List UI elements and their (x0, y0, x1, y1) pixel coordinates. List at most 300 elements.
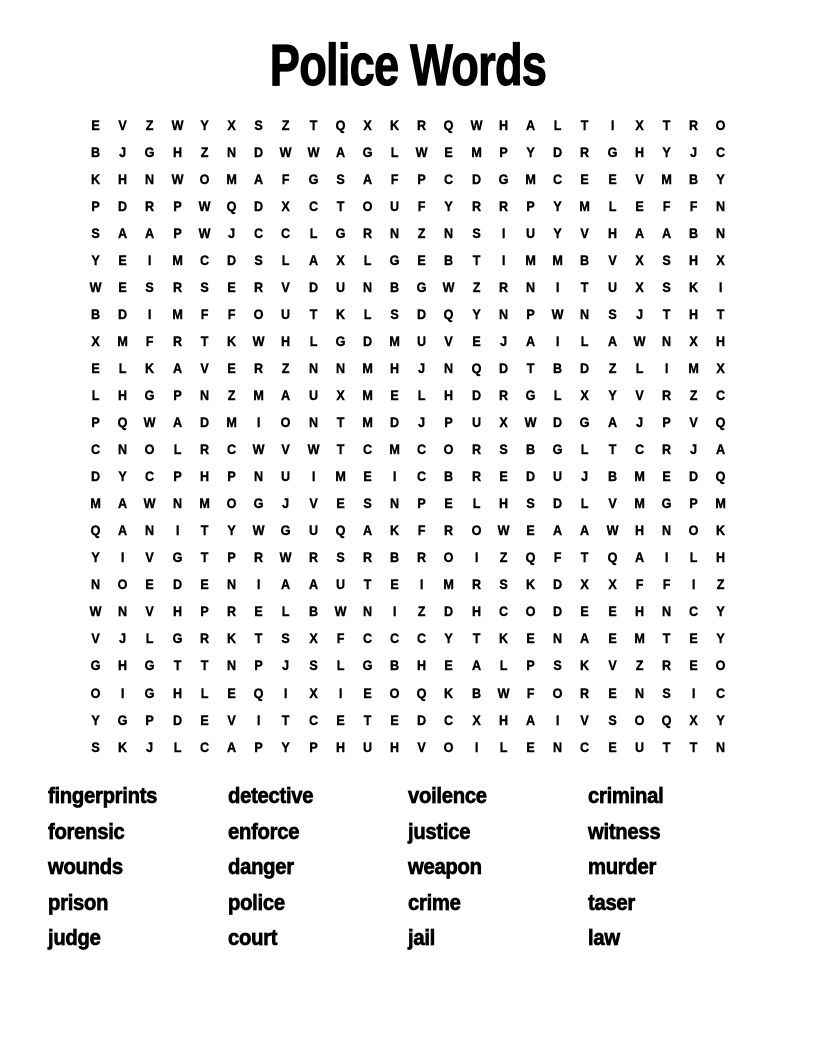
grid-letter: P (227, 468, 236, 485)
grid-letter: T (363, 711, 372, 728)
grid-letter: H (716, 549, 726, 566)
word-list-item: forensic (48, 818, 125, 844)
grid-letter: R (308, 549, 318, 566)
grid-letter: N (308, 414, 318, 431)
grid-letter: L (282, 251, 290, 268)
grid-letter: T (200, 332, 209, 349)
grid-letter: E (390, 576, 399, 593)
word-list (48, 778, 768, 956)
grid-letter: Z (689, 386, 698, 403)
grid-letter: A (281, 386, 291, 403)
grid-letter: E (526, 630, 535, 647)
grid-letter: B (390, 278, 400, 295)
grid-letter: A (226, 738, 237, 755)
grid-letter: H (172, 684, 182, 701)
grid-letter: E (200, 576, 209, 593)
grid-letter: V (281, 278, 291, 295)
word-list-column (48, 778, 228, 956)
grid-letter: Z (417, 603, 426, 620)
grid-letter: M (117, 332, 129, 349)
grid-letter: X (689, 711, 698, 728)
grid-letter: Y (662, 143, 671, 160)
grid-letter: S (254, 251, 263, 268)
grid-letter: V (607, 657, 617, 674)
grid-letter: O (688, 522, 699, 539)
grid-letter: G (362, 657, 373, 674)
grid-letter: A (335, 143, 345, 160)
grid-letter: I (556, 332, 560, 349)
grid-letter: L (336, 657, 345, 674)
grid-letter: E (118, 251, 127, 268)
grid-letter: J (119, 630, 127, 647)
grid-letter: L (553, 116, 562, 133)
grid-letter: R (199, 630, 209, 647)
grid-letter: X (635, 116, 644, 133)
grid-letter: X (336, 386, 345, 403)
grid-letter: M (90, 495, 101, 512)
grid-letter: Y (526, 143, 535, 160)
grid-letter: H (172, 603, 182, 620)
word-list-column (228, 778, 408, 956)
grid-letter: Y (200, 116, 209, 133)
grid-letter: N (444, 224, 454, 241)
grid-letter: B (91, 305, 101, 322)
grid-letter: S (662, 251, 671, 268)
grid-letter: F (200, 305, 209, 322)
grid-letter: A (526, 332, 536, 349)
grid-letter: R (254, 359, 264, 376)
grid-letter: W (279, 143, 292, 160)
grid-letter: R (362, 224, 373, 241)
grid-letter: W (443, 278, 455, 295)
grid-letter: E (200, 711, 209, 728)
grid-letter: G (335, 224, 346, 241)
grid-letter: I (719, 278, 723, 295)
grid-letter: Q (117, 414, 128, 431)
grid-letter: B (390, 549, 400, 566)
grid-letter: Q (416, 684, 427, 701)
grid-letter: A (580, 630, 590, 647)
grid-letter: Y (118, 468, 127, 485)
grid-letter: N (716, 738, 726, 755)
grid-letter: L (363, 305, 372, 322)
grid-letter: C (444, 711, 454, 728)
grid-letter: Q (715, 468, 726, 485)
grid-letter: R (145, 197, 155, 214)
grid-letter: L (146, 630, 154, 647)
grid-letter: B (444, 468, 454, 485)
grid-letter: P (417, 170, 427, 187)
word-list-item: judge (48, 925, 101, 951)
grid-letter: M (362, 359, 373, 376)
grid-letter: I (610, 116, 614, 133)
grid-letter: C (308, 711, 318, 728)
grid-letter: W (198, 197, 211, 214)
grid-letter: A (607, 332, 617, 349)
grid-letter: Y (716, 603, 726, 620)
grid-letter: T (200, 549, 209, 566)
grid-letter: K (226, 332, 237, 349)
grid-letter: O (444, 738, 454, 755)
grid-letter: Y (553, 197, 562, 214)
grid-letter: C (716, 386, 726, 403)
grid-letter: C (362, 630, 373, 647)
grid-letter: T (581, 278, 589, 295)
grid-letter: Q (661, 711, 672, 728)
grid-letter: T (336, 441, 345, 458)
grid-letter: E (227, 684, 236, 701)
grid-letter: C (498, 603, 508, 620)
grid-letter: I (256, 414, 261, 431)
grid-letter: V (444, 332, 454, 349)
grid-letter: V (417, 738, 427, 755)
grid-letter: J (690, 143, 698, 160)
grid-letter: E (499, 468, 508, 485)
grid-letter: T (173, 657, 182, 674)
grid-letter: C (226, 441, 237, 458)
grid-letter: M (226, 170, 237, 187)
grid-letter: B (91, 143, 101, 160)
grid-letter: P (172, 468, 182, 485)
grid-letter: Y (607, 386, 617, 403)
grid-letter: L (581, 332, 589, 349)
grid-letter: U (308, 386, 318, 403)
grid-letter: A (553, 522, 563, 539)
grid-letter: X (580, 386, 590, 403)
grid-letter: A (580, 522, 590, 539)
grid-letter: U (417, 332, 427, 349)
grid-letter: B (580, 251, 590, 268)
grid-letter: P (526, 657, 535, 674)
grid-letter: P (254, 738, 263, 755)
grid-letter: D (254, 143, 264, 160)
grid-letter: I (311, 468, 315, 485)
grid-letter: S (254, 116, 263, 133)
grid-letter: A (172, 359, 182, 376)
grid-letter: P (444, 414, 454, 431)
word-list-item: enforce (228, 818, 300, 844)
grid-letter: G (145, 143, 155, 160)
grid-letter: W (252, 441, 265, 458)
grid-letter: L (499, 657, 508, 674)
grid-letter: D (226, 251, 237, 268)
grid-letter: D (362, 332, 373, 349)
grid-letter: P (254, 657, 263, 674)
grid-letter: V (91, 630, 100, 647)
grid-letter: E (444, 657, 454, 674)
grid-letter: M (362, 386, 373, 403)
grid-letter: W (307, 143, 320, 160)
grid-letter: C (553, 170, 563, 187)
grid-letter: M (661, 170, 672, 187)
grid-letter: C (362, 441, 373, 458)
grid-letter: K (390, 522, 400, 539)
grid-letter: P (172, 386, 182, 403)
grid-letter: J (119, 143, 127, 160)
grid-letter: M (253, 386, 264, 403)
grid-letter: A (634, 549, 644, 566)
grid-letter: T (200, 522, 209, 539)
grid-letter: R (498, 386, 508, 403)
grid-letter: G (498, 170, 509, 187)
grid-letter: I (474, 738, 478, 755)
grid-letter: S (281, 630, 291, 647)
grid-letter: D (254, 197, 264, 214)
grid-letter: N (661, 522, 672, 539)
grid-letter: R (498, 197, 508, 214)
grid-letter: M (634, 630, 645, 647)
grid-letter: I (338, 684, 343, 701)
grid-letter: Q (471, 359, 482, 376)
grid-letter: X (580, 576, 590, 593)
grid-letter: T (309, 116, 317, 133)
grid-letter: X (716, 251, 726, 268)
grid-letter: U (281, 305, 291, 322)
grid-letter: C (417, 468, 427, 485)
grid-letter: M (525, 170, 536, 187)
grid-letter: V (689, 414, 698, 431)
grid-letter: P (308, 738, 318, 755)
grid-letter: J (499, 332, 507, 349)
grid-letter: A (526, 711, 536, 728)
word-list-item: taser (588, 889, 636, 915)
grid-letter: G (362, 143, 373, 160)
grid-letter: N (661, 332, 672, 349)
grid-letter: K (226, 630, 237, 647)
grid-letter: L (553, 386, 562, 403)
grid-letter: I (392, 468, 397, 485)
grid-letter: E (580, 170, 590, 187)
grid-letter: E (580, 603, 590, 620)
grid-letter: N (362, 278, 373, 295)
grid-letter: G (172, 630, 183, 647)
grid-letter: G (525, 386, 536, 403)
grid-letter: L (581, 441, 589, 458)
grid-letter: M (171, 251, 183, 268)
word-list-item: murder (588, 854, 657, 880)
grid-letter: D (553, 576, 563, 593)
grid-letter: J (635, 414, 643, 431)
grid-letter: W (497, 684, 510, 701)
grid-letter: V (145, 549, 155, 566)
grid-letter: Z (635, 657, 644, 674)
grid-letter: P (91, 414, 100, 431)
grid-letter: K (716, 522, 726, 539)
grid-letter: O (90, 684, 101, 701)
grid-letter: Y (91, 711, 100, 728)
grid-letter: F (390, 170, 399, 187)
grid-letter: T (717, 305, 725, 322)
grid-letter: B (607, 468, 617, 485)
grid-letter: T (608, 441, 617, 458)
grid-letter: S (499, 576, 508, 593)
grid-letter: G (416, 278, 427, 295)
grid-letter: T (282, 711, 290, 728)
word-list-item: prison (48, 889, 109, 915)
word-list-item: police (228, 889, 285, 915)
grid-letter: V (635, 386, 644, 403)
grid-letter: S (472, 224, 481, 241)
grid-letter: U (471, 414, 481, 431)
grid-letter: M (525, 251, 536, 268)
grid-letter: I (501, 224, 506, 241)
grid-letter: A (661, 224, 672, 241)
grid-letter: A (281, 576, 291, 593)
grid-letter: D (91, 468, 101, 485)
grid-letter: T (336, 414, 345, 431)
grid-letter: X (308, 684, 318, 701)
grid-letter: E (145, 576, 155, 593)
grid-letter: I (474, 549, 478, 566)
grid-letter: N (362, 603, 373, 620)
grid-letter: D (553, 603, 563, 620)
grid-letter: Q (715, 414, 726, 431)
grid-letter: T (581, 116, 589, 133)
grid-letter: F (526, 684, 535, 701)
grid-letter: R (362, 549, 373, 566)
grid-letter: W (252, 332, 265, 349)
grid-letter: U (553, 468, 563, 485)
grid-letter: J (690, 441, 698, 458)
grid-letter: L (309, 332, 317, 349)
grid-letter: P (172, 224, 182, 241)
grid-letter: Z (608, 359, 617, 376)
grid-letter: C (417, 630, 427, 647)
grid-letter: F (662, 197, 671, 214)
grid-letter: A (118, 495, 128, 512)
grid-letter: V (200, 359, 209, 376)
grid-letter: O (145, 441, 155, 458)
grid-letter: O (226, 495, 237, 512)
word-list-item: danger (228, 854, 294, 880)
grid-letter: W (144, 414, 156, 431)
grid-letter: M (226, 414, 237, 431)
grid-letter: E (607, 738, 617, 755)
grid-letter: F (417, 197, 426, 214)
grid-letter: R (417, 549, 427, 566)
grid-letter: W (198, 224, 211, 241)
grid-letter: Q (335, 522, 346, 539)
grid-letter: U (281, 468, 291, 485)
grid-letter: N (390, 495, 400, 512)
grid-letter: N (526, 278, 536, 295)
grid-letter: N (226, 576, 237, 593)
grid-letter: V (607, 495, 617, 512)
grid-letter: H (390, 738, 400, 755)
grid-letter: Z (200, 143, 209, 160)
grid-letter: I (501, 251, 506, 268)
grid-letter: L (472, 495, 481, 512)
grid-letter: I (664, 359, 669, 376)
grid-letter: Y (227, 522, 236, 539)
grid-letter: P (227, 549, 236, 566)
grid-letter: W (89, 278, 102, 295)
grid-letter: L (309, 224, 317, 241)
grid-letter: Z (282, 116, 290, 133)
grid-letter: P (499, 143, 508, 160)
grid-letter: D (444, 603, 454, 620)
grid-letter: C (444, 170, 454, 187)
grid-letter: N (716, 224, 726, 241)
grid-letter: V (308, 495, 318, 512)
grid-letter: G (145, 684, 155, 701)
grid-letter: N (553, 630, 563, 647)
grid-letter: S (363, 495, 372, 512)
grid-letter: O (444, 441, 454, 458)
grid-letter: H (634, 603, 644, 620)
grid-letter: E (526, 738, 535, 755)
grid-letter: D (689, 468, 699, 485)
grid-letter: G (145, 386, 155, 403)
grid-letter: E (607, 170, 617, 187)
grid-letter: E (607, 684, 617, 701)
grid-letter: E (336, 495, 345, 512)
grid-letter: R (172, 278, 182, 295)
grid-letter: S (607, 711, 617, 728)
grid-letter: S (145, 278, 155, 295)
word-list-item: jail (408, 925, 436, 951)
grid-letter: Y (281, 738, 291, 755)
grid-letter: W (524, 414, 537, 431)
grid-letter: V (145, 603, 155, 620)
grid-letter: Y (716, 630, 726, 647)
grid-letter: O (715, 116, 726, 133)
grid-letter: T (662, 630, 671, 647)
grid-letter: U (362, 738, 373, 755)
grid-letter: T (336, 197, 345, 214)
grid-letter: O (525, 603, 536, 620)
grid-letter: G (253, 495, 264, 512)
grid-letter: C (281, 224, 291, 241)
grid-letter: S (336, 549, 345, 566)
grid-letter: D (553, 495, 563, 512)
grid-letter: O (253, 305, 264, 322)
grid-letter: R (471, 576, 481, 593)
grid-letter: I (691, 576, 696, 593)
grid-letter: U (390, 197, 400, 214)
grid-letter: V (227, 711, 236, 728)
grid-letter: E (390, 386, 399, 403)
grid-letter: I (392, 603, 397, 620)
grid-letter: W (470, 116, 483, 133)
grid-letter: V (281, 441, 291, 458)
grid-letter: L (282, 603, 290, 620)
grid-letter: C (145, 468, 155, 485)
grid-letter: E (635, 197, 644, 214)
grid-letter: C (254, 224, 264, 241)
grid-letter: S (662, 684, 671, 701)
grid-letter: H (281, 332, 291, 349)
grid-letter: E (91, 359, 100, 376)
grid-letter: Y (472, 305, 481, 322)
grid-letter: U (335, 278, 345, 295)
grid-letter: H (634, 522, 644, 539)
grid-letter: U (308, 522, 318, 539)
grid-letter: M (389, 332, 400, 349)
grid-letter: T (363, 576, 372, 593)
grid-letter: W (171, 116, 184, 133)
grid-letter: E (689, 657, 698, 674)
grid-letter: S (91, 224, 100, 241)
grid-letter: L (581, 495, 589, 512)
grid-letter: G (172, 549, 183, 566)
grid-letter: C (199, 251, 209, 268)
grid-letter: D (526, 468, 536, 485)
grid-letter: N (172, 495, 182, 512)
grid-letter: H (498, 116, 508, 133)
grid-letter: V (580, 711, 590, 728)
grid-letter: C (308, 197, 318, 214)
